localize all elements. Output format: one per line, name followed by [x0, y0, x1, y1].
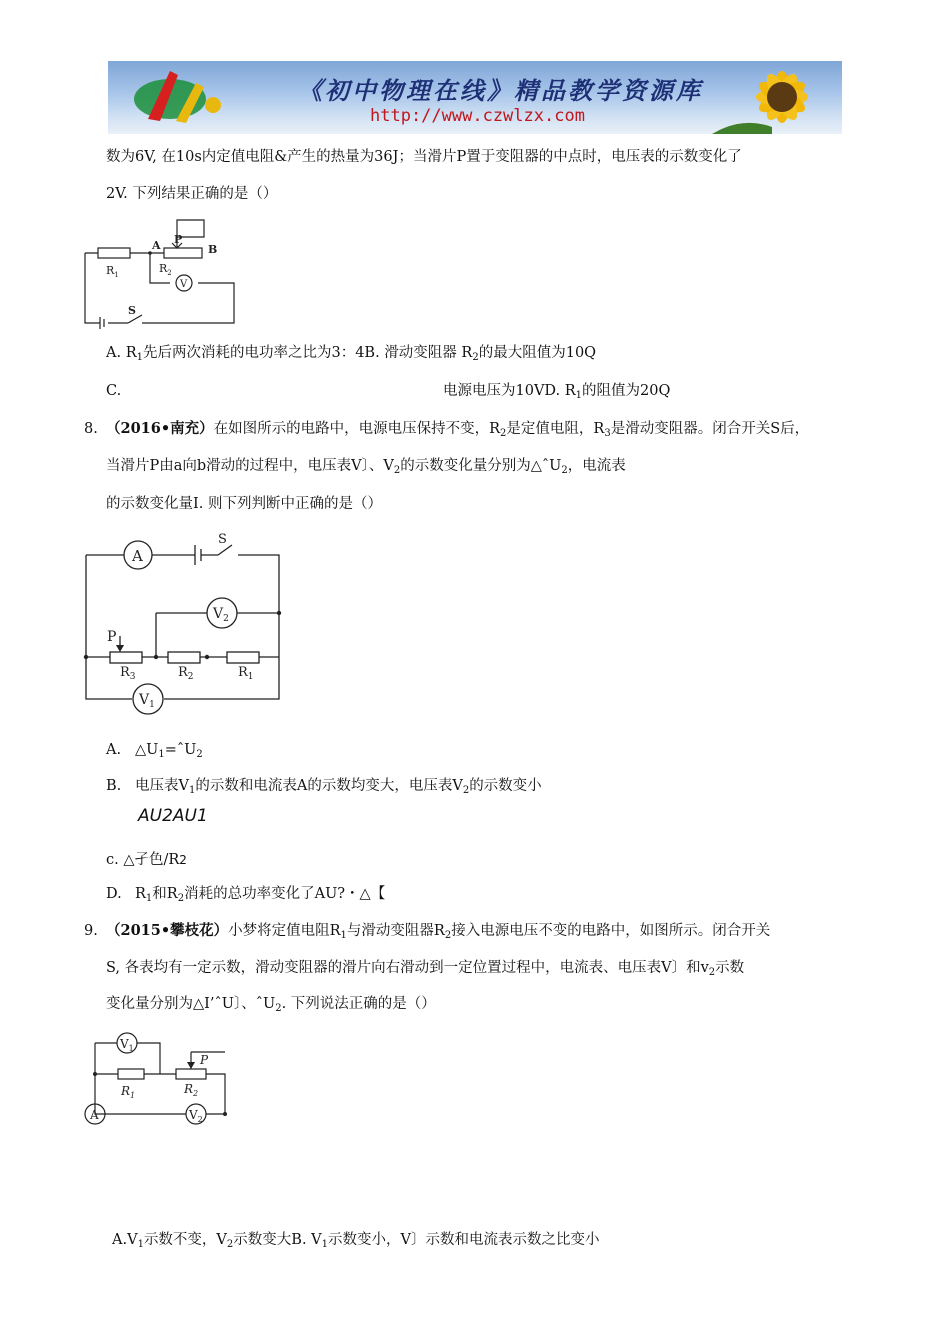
- q8-circuit-diagram: [80, 533, 290, 723]
- q9-label-r2: $R_2$: [184, 1082, 199, 1098]
- q9-label-r1: $R_1$: [121, 1084, 136, 1100]
- banner-url: http://www.czwlzx.com: [370, 106, 585, 126]
- q7-label-r1: $R_1$: [106, 264, 119, 279]
- q9-number: 9.: [84, 923, 98, 939]
- q7-text-line1: 数为6V, 在10s内定值电阻&产生的热量为36J；当滑片P置于变阻器的中点时，电压表的示数变化了: [106, 149, 742, 165]
- q7-option-c: 电源电压为10VD. $R_1$的阻值为20Q: [443, 383, 671, 401]
- q7-label-b: B: [208, 243, 218, 256]
- q7-label-v: V: [180, 279, 188, 290]
- q7-label-p: P: [174, 233, 183, 246]
- q7-circuit-diagram: [80, 215, 240, 327]
- q8-label-r3: $R_3$: [120, 665, 136, 682]
- q9-text-line3: 变化量分别为△I’ˆU〕、ˆU$_2$. 下列说法正确的是（）: [106, 996, 436, 1014]
- q9-text-line1: （2015•攀枝花）小梦将定值电阻$R_1$与滑动变阻器$R_2$接入电源电压不变的电路中，如图所示。闭合开关: [106, 922, 771, 941]
- logo-icon: [118, 61, 238, 134]
- sunflower-icon: [712, 61, 842, 134]
- q7-label-s: S: [128, 304, 136, 317]
- q9-circuit-diagram: [80, 1030, 240, 1130]
- q8-text-line2: 当滑片P由a向b滑动的过程中，电压表V〕、$V_2$的示数变化量分别为△ˆU$_2$，电流表: [106, 458, 626, 476]
- q7-option-a: A. $R_1$先后两次消耗的电功率之比为3：4B. 滑动变阻器 $R_2$的最大阻值为10Q: [106, 345, 597, 363]
- q8-label-r1: $R_1$: [238, 665, 254, 682]
- q7-label-a: A: [152, 239, 161, 252]
- q8-option-c: c. △孑色/R2: [106, 852, 187, 868]
- q8-text-line1: （2016•南充）在如图所示的电路中，电源电压保持不变，$R_2$是定值电阻，$R_3$是滑动变阻器。闭合开关S后，: [106, 420, 810, 439]
- q8-option-d-label: D.: [106, 886, 122, 902]
- q8-option-b: 电压表$V_1$的示数和电流表A的示数均变大，电压表$V_2$的示数变小: [135, 778, 542, 796]
- q8-option-a-label: A.: [106, 742, 122, 758]
- banner-title: 《初中物理在线》精品教学资源库: [298, 76, 703, 105]
- q8-label-r2: $R_2$: [178, 665, 194, 682]
- q8-option-a: $\triangle U_1=ˆU_2$: [135, 742, 203, 760]
- q8-fraction-text: AU2AU1: [138, 806, 208, 826]
- q9-text-line2: S, 各表均有一定示数，滑动变阻器的滑片向右滑动到一定位置过程中，电流表、电压表V〕和$v_2$示数: [106, 960, 745, 978]
- q8-text-line3: 的示数变化量I. 则下列判断中正确的是（）: [106, 496, 382, 512]
- q8-option-b-label: B.: [106, 778, 122, 794]
- q9-label-a: A: [90, 1108, 99, 1122]
- q8-option-d: $R_1$和$R_2$消耗的总功率变化了AU?・△【: [135, 886, 386, 904]
- q9-option-a: $A.V_1$示数不变，$V_2$示数变大B. $V_1$示数变小，V〕示数和电流表示数之比变小: [112, 1232, 600, 1250]
- header-banner: [108, 61, 842, 134]
- q7-option-c-label: C.: [106, 383, 122, 399]
- q9-label-v1: $V_1$: [120, 1037, 134, 1053]
- q7-text-line2: 2V. 下列结果正确的是（）: [106, 186, 278, 202]
- q9-label-p: P: [200, 1053, 209, 1067]
- q8-label-v1: $V_1$: [139, 692, 155, 710]
- q8-label-s: S: [218, 532, 227, 547]
- q8-label-a: A: [132, 547, 143, 565]
- q8-label-v2: $V_2$: [213, 606, 229, 624]
- q8-label-p: P: [107, 629, 117, 645]
- q7-label-r2: $R_2$: [159, 262, 172, 277]
- q9-label-v2: $V_2$: [189, 1108, 203, 1124]
- q8-number: 8.: [84, 421, 98, 437]
